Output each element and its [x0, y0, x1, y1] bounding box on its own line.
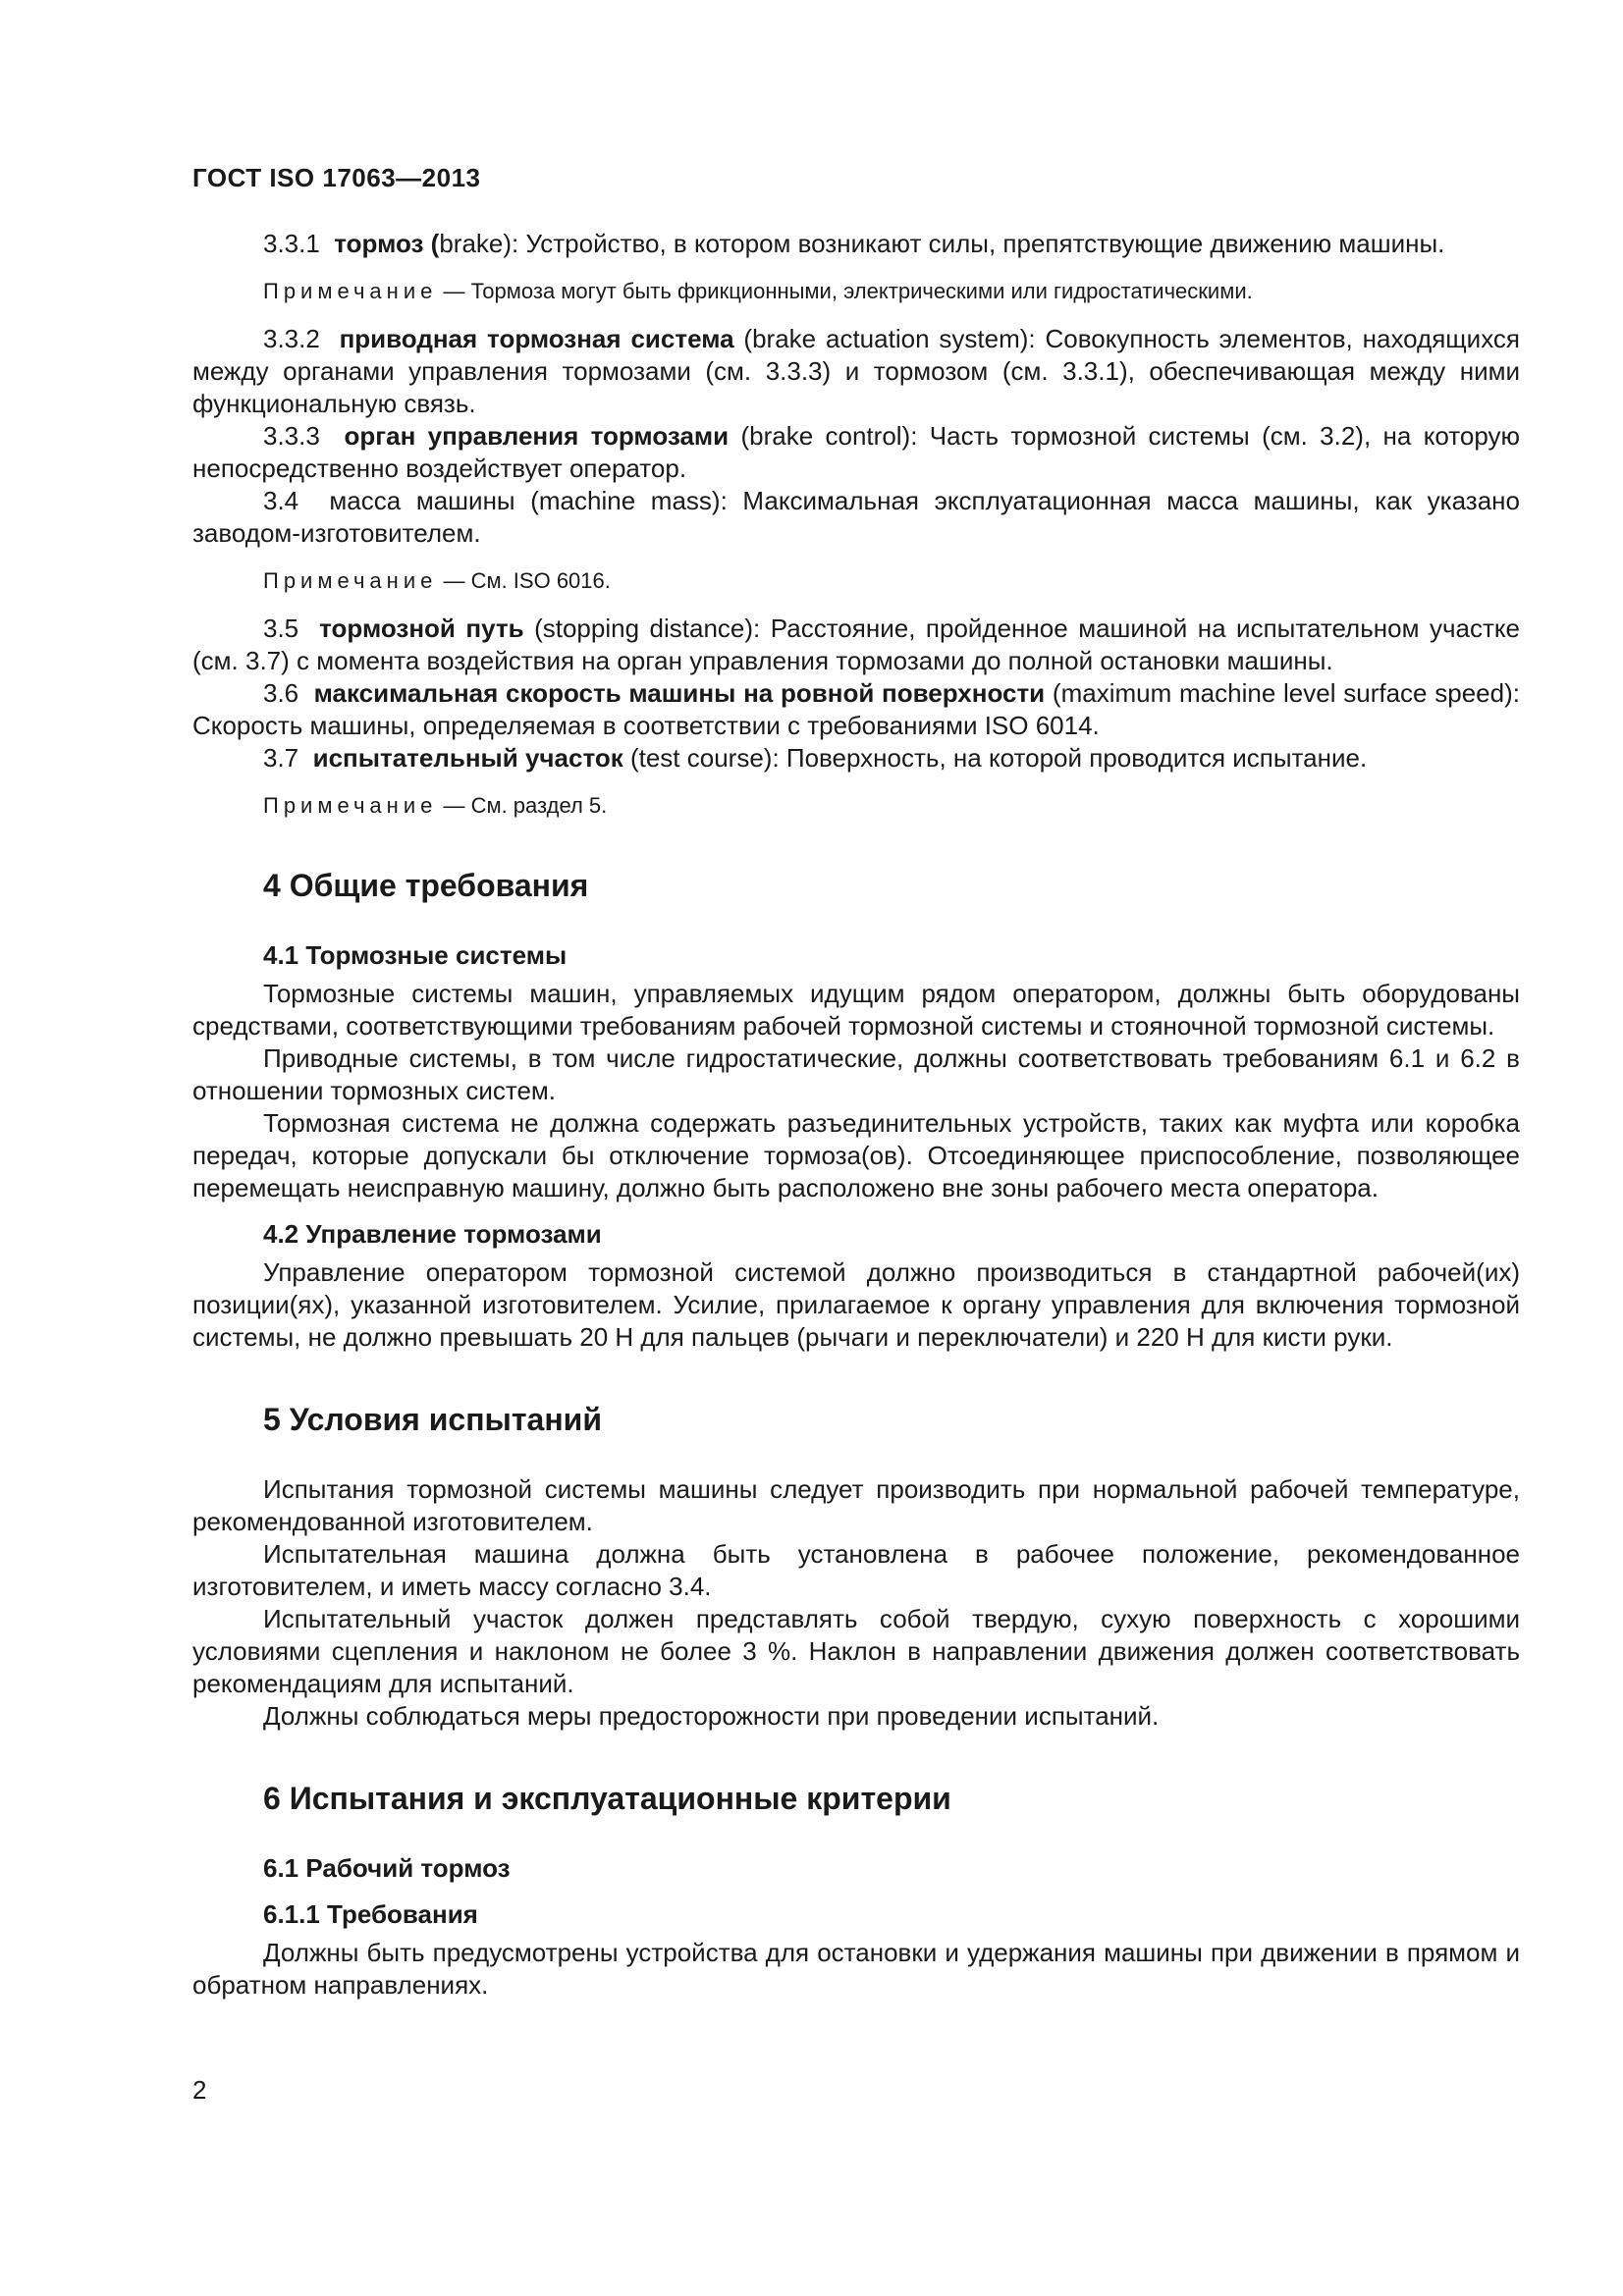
definition-term: приводная тормозная система — [339, 324, 734, 353]
definition-3-4 — [192, 485, 1520, 550]
section-6-heading: 6 Испытания и эксплуатационные критерии — [263, 1781, 951, 1816]
definition-number: 3.3.1 — [263, 229, 320, 258]
definition-term: максимальная скорость машины на ровной поверхности — [313, 678, 1046, 708]
note-3 — [192, 792, 1520, 820]
definition-number: 3.5 — [263, 614, 299, 643]
section-4-2-heading: 4.2 Управление тормозами — [263, 1219, 602, 1249]
paragraph: Должны соблюдаться меры предосторожности при проведении испытаний. — [263, 1701, 1160, 1731]
definition-3-3-3 — [192, 420, 1520, 485]
definition-3-3-1 — [192, 228, 1520, 260]
paragraph: Управление оператором тормозной системой должно производиться в стандартной рабочей(их) позиции(ях), указанной изготовителем. Усилие, прилагаемое к органу управления для включения тормозной системы, не должно превышать 20 Н для пальцев (рычаги и переключатели) и 220 Н для кисти руки. — [192, 1257, 1520, 1352]
definition-3-7 — [192, 742, 1520, 774]
note-text: — См. ISO 6016. — [437, 568, 611, 593]
paragraph: Должны быть предусмотрены устройства для остановки и удержания машины при движении в прямом и обратном направлениях. — [192, 1938, 1520, 2000]
paragraph: Приводные системы, в том числе гидростатические, должны соответствовать требованиям 6.1 и 6.2 в отношении тормозных систем. — [192, 1043, 1520, 1105]
note-1 — [192, 278, 1520, 305]
definition-number: 3.3.3 — [263, 421, 320, 451]
note-label: Примечание — [263, 568, 438, 593]
definition-3-5 — [192, 613, 1520, 677]
note-text: — Тормоза могут быть фрикционными, электрическими или гидростатическими. — [437, 279, 1253, 303]
definition-term: тормоз ( — [334, 229, 440, 258]
section-4-1-heading: 4.1 Тормозные системы — [263, 940, 568, 970]
note-label: Примечание — [263, 793, 438, 818]
section-5-heading: 5 Условия испытаний — [263, 1402, 602, 1437]
definition-number: 3.4 — [263, 486, 299, 515]
section-4-heading: 4 Общие требования — [263, 868, 589, 903]
definition-number: 3.3.2 — [263, 324, 320, 353]
definition-term: испытательный участок — [312, 743, 623, 773]
definition-3-3-2 — [192, 323, 1520, 420]
definition-3-6 — [192, 677, 1520, 742]
definition-text: масса машины (machine mass): Максимальная эксплуатационная масса машины, как указано заводом-изготовителем. — [192, 486, 1520, 548]
section-6-1-heading: 6.1 Рабочий тормоз — [263, 1853, 511, 1883]
paragraph: Испытания тормозной системы машины следует производить при нормальной рабочей температуре, рекомендованной изготовителем. — [192, 1474, 1520, 1536]
definition-text: (maximum machine level surface speed): Скорость машины, определяемая в соответствии с требованиями ISO 6014. — [192, 678, 1520, 740]
page-number: 2 — [192, 2075, 207, 2105]
definition-text: (stopping distance): Расстояние, пройденное машиной на испытательном участке (см. 3.7) с момента воздействия на орган управления тормозами до полной остановки машины. — [192, 614, 1521, 675]
paragraph: Тормозная система не должна содержать разъединительных устройств, таких как муфта или коробка передач, которые допускали бы отключение тормоза(ов). Отсоединяющее приспособление, позволяющее перемещать неисправную машину, должно быть расположено вне зоны рабочего места оператора. — [192, 1108, 1520, 1202]
definition-term: тормозной путь — [319, 614, 524, 643]
definition-text: brake): Устройство, в котором возникают силы, препятствующие движению машины. — [439, 229, 1445, 258]
definition-text: (brake actuation system): Совокупность элементов, находящихся между органами управления тормозами (см. 3.3.3) и тормозом (см. 3.3.1), обеспечивающая между ними функциональную связь. — [192, 324, 1520, 418]
paragraph: Испытательный участок должен представлять собой твердую, сухую поверхность с хорошими условиями сцепления и наклоном не более 3 %. Наклон в направлении движения должен соответствовать рекомендациям для испытаний. — [192, 1604, 1520, 1698]
note-label: Примечание — [263, 279, 438, 303]
definition-number: 3.6 — [263, 678, 299, 708]
definition-number: 3.7 — [263, 743, 299, 773]
definition-term: орган управления тормозами — [344, 421, 730, 451]
definition-text: (brake control): Часть тормозной системы (см. 3.2), на которую непосредственно воздействует оператор. — [192, 421, 1521, 483]
section-6-1-1-heading: 6.1.1 Требования — [263, 1899, 478, 1929]
document-body — [192, 228, 1520, 2002]
note-text: — См. раздел 5. — [437, 793, 608, 818]
paragraph: Испытательная машина должна быть установлена в рабочее положение, рекомендованное изготовителем, и иметь массу согласно 3.4. — [192, 1539, 1520, 1601]
definition-text: (test course): Поверхность, на которой проводится испытание. — [622, 743, 1368, 773]
paragraph: Тормозные системы машин, управляемых идущим рядом оператором, должны быть оборудованы средствами, соответствующими требованиям рабочей тормозной системы и стояночной тормозной системы. — [192, 979, 1520, 1041]
note-2 — [192, 567, 1520, 595]
document-header: ГОСТ ISO 17063—2013 — [192, 163, 481, 192]
